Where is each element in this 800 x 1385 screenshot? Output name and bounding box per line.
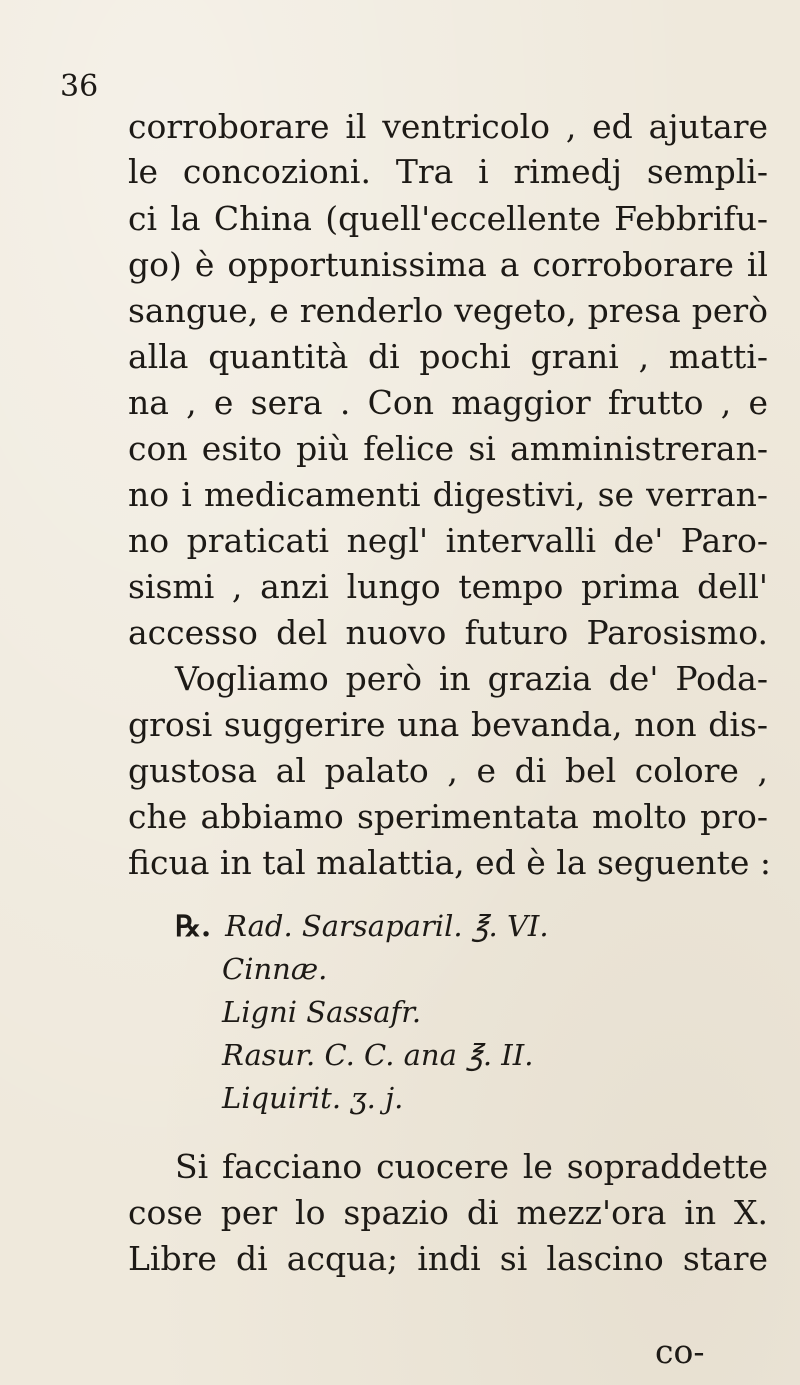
text-line: le concozioni. Tra i rimedj sempli- [128, 152, 768, 191]
recipe-line: Liquirit. ʒ. j. [222, 1081, 404, 1115]
text-line: ci la China (quell'eccellente Febbrifu- [128, 199, 768, 238]
text-line: gustosa al palato , e di bel colore , [128, 751, 768, 790]
catchword: co- [655, 1332, 705, 1371]
text-line: sismi , anzi lungo tempo prima dell' [128, 567, 768, 606]
text-line: con esito più felice si amministreran- [128, 429, 768, 468]
text-line: no i medicamenti digestivi, se verran- [128, 475, 768, 514]
text-line: grosi suggerire una bevanda, non dis- [128, 705, 768, 744]
text-line: go) è opportunissima a corroborare il [128, 245, 768, 284]
text-line: accesso del nuovo futuro Parosismo. [128, 613, 768, 652]
recipe-line [175, 909, 549, 943]
recipe-symbol: ℞. [175, 909, 212, 943]
text-line: alla quantità di pochi grani , matti- [128, 337, 768, 376]
text-line: sangue, e renderlo vegeto, presa però [128, 291, 768, 330]
page-number: 36 [60, 69, 99, 104]
text-line: che abbiamo sperimentata molto pro- [128, 797, 768, 836]
recipe-ingredient: Rad. Sarsaparil. ℥. VI. [225, 909, 549, 943]
text-line: no praticati negl' intervalli de' Paro- [128, 521, 768, 560]
recipe-line: Ligni Sassafr. [222, 995, 422, 1029]
text-line: Si facciano cuocere le sopraddette [175, 1147, 768, 1186]
text-line: corroborare il ventricolo , ed ajutare [128, 107, 768, 146]
text-line: Vogliamo però in grazia de' Poda- [175, 659, 768, 698]
text-line: cose per lo spazio di mezz'ora in X. [128, 1193, 768, 1232]
text-line: Libre di acqua; indi si lascino stare [128, 1239, 768, 1278]
recipe-line: Rasur. C. C. ana ℥. II. [222, 1038, 534, 1072]
recipe-line: Cinnæ. [222, 952, 328, 986]
text-line: ficua in tal malattia, ed è la seguente : [128, 843, 772, 882]
text-line: na , e sera . Con maggior frutto , e [128, 383, 768, 422]
